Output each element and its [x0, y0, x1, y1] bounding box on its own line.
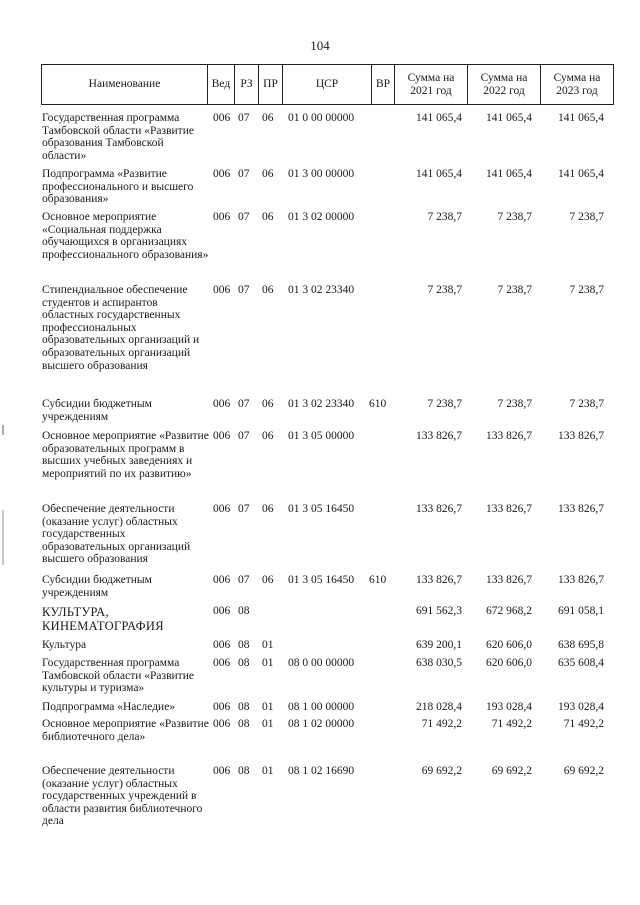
- row-sum-2023: 69 692,2: [563, 765, 604, 777]
- row-ved: 006: [213, 701, 231, 713]
- row-csr: 01 3 02 23340: [288, 284, 355, 296]
- row-name: Обеспечение деятельности (оказание услуг) областных государственных образовательных организаций высшего образования: [42, 503, 191, 566]
- row-name: Основное мероприятие «Развитие библиотечного дела»: [42, 718, 209, 743]
- row-pr: 06: [262, 398, 274, 410]
- row-pr: 06: [262, 430, 274, 442]
- row-vr: 610: [369, 574, 387, 586]
- row-ved: 006: [213, 430, 231, 442]
- row-rz: 07: [238, 398, 250, 410]
- row-sum-2022: 672 968,2: [486, 605, 532, 617]
- row-rz: 07: [238, 211, 250, 223]
- row-sum-2021: 7 238,7: [427, 398, 462, 410]
- page-number: 104: [310, 38, 330, 53]
- row-sum-2023: 7 238,7: [569, 211, 604, 223]
- row-sum-2021: 133 826,7: [416, 430, 462, 442]
- row-sum-2023: 193 028,4: [558, 701, 604, 713]
- row-pr: 06: [262, 168, 274, 180]
- row-sum-2021: 218 028,4: [416, 701, 462, 713]
- row-ved: 006: [213, 503, 231, 515]
- row-sum-2022: 133 826,7: [486, 574, 532, 586]
- row-csr: 01 3 05 16450: [288, 574, 355, 586]
- row-sum-2023: 71 492,2: [563, 718, 604, 730]
- row-pr: 01: [262, 718, 274, 730]
- row-sum-2023: 7 238,7: [569, 284, 604, 296]
- row-sum-2022: 193 028,4: [486, 701, 532, 713]
- row-rz: 07: [238, 168, 250, 180]
- row-name: Стипендиальное обеспечение студентов и аспирантов областных государственных профессиональных образовательных организаций и образовательных организаций высшего образования: [42, 284, 200, 372]
- row-csr: 01 3 02 00000: [288, 211, 355, 223]
- row-pr: 06: [262, 574, 274, 586]
- row-vr: 610: [369, 398, 387, 410]
- row-sum-2021: 71 492,2: [421, 718, 462, 730]
- header-rz: РЗ: [235, 65, 259, 105]
- row-pr: 01: [262, 765, 274, 777]
- row-rz: 07: [238, 430, 250, 442]
- row-rz: 08: [238, 639, 250, 651]
- row-ved: 006: [213, 605, 231, 617]
- row-csr: 08 1 02 00000: [288, 718, 355, 730]
- row-ved: 006: [213, 284, 231, 296]
- row-sum-2023: 691 058,1: [558, 605, 604, 617]
- header-sum-2021: Сумма на 2021 год: [395, 65, 468, 105]
- row-ved: 006: [213, 398, 231, 410]
- row-sum-2021: 639 200,1: [416, 639, 462, 651]
- row-name: Субсидии бюджетным учреждениям: [42, 398, 152, 423]
- scan-edge-mark: [2, 510, 4, 565]
- row-rz: 07: [238, 284, 250, 296]
- row-name: КУЛЬТУРА, КИНЕМАТОГРАФИЯ: [42, 605, 164, 633]
- row-csr: 01 3 00 00000: [288, 168, 355, 180]
- row-pr: 06: [262, 211, 274, 223]
- row-rz: 08: [238, 718, 250, 730]
- row-ved: 006: [213, 574, 231, 586]
- row-ved: 006: [213, 765, 231, 777]
- row-rz: 07: [238, 112, 250, 124]
- row-sum-2023: 635 608,4: [558, 657, 604, 669]
- row-sum-2023: 133 826,7: [558, 430, 604, 442]
- row-sum-2021: 69 692,2: [421, 765, 462, 777]
- row-sum-2022: 141 065,4: [486, 168, 532, 180]
- row-ved: 006: [213, 168, 231, 180]
- row-sum-2022: 7 238,7: [497, 211, 532, 223]
- row-sum-2022: 141 065,4: [486, 112, 532, 124]
- header-sum-2023: Сумма на 2023 год: [541, 65, 614, 105]
- row-sum-2022: 69 692,2: [491, 765, 532, 777]
- row-sum-2021: 141 065,4: [416, 168, 462, 180]
- row-csr: 01 0 00 00000: [288, 112, 355, 124]
- row-pr: 01: [262, 701, 274, 713]
- row-sum-2021: 638 030,5: [416, 657, 462, 669]
- row-csr: 08 0 00 00000: [288, 657, 355, 669]
- header-vr: ВР: [372, 65, 395, 105]
- row-csr: 01 3 05 16450: [288, 503, 355, 515]
- table-header: [41, 64, 614, 105]
- row-rz: 08: [238, 701, 250, 713]
- row-rz: 07: [238, 503, 250, 515]
- row-rz: 08: [238, 605, 250, 617]
- header-name: Наименование: [42, 65, 208, 105]
- row-sum-2021: 7 238,7: [427, 211, 462, 223]
- row-sum-2022: 71 492,2: [491, 718, 532, 730]
- row-sum-2021: 133 826,7: [416, 503, 462, 515]
- row-pr: 01: [262, 657, 274, 669]
- row-ved: 006: [213, 211, 231, 223]
- row-rz: 07: [238, 574, 250, 586]
- row-sum-2022: 7 238,7: [497, 284, 532, 296]
- row-name: Субсидии бюджетным учреждениям: [42, 574, 152, 599]
- row-sum-2023: 133 826,7: [558, 574, 604, 586]
- row-name: Подпрограмма «Наследие»: [42, 701, 176, 713]
- row-pr: 06: [262, 503, 274, 515]
- row-csr: 08 1 00 00000: [288, 701, 355, 713]
- row-pr: 06: [262, 112, 274, 124]
- row-ved: 006: [213, 657, 231, 669]
- row-sum-2022: 133 826,7: [486, 430, 532, 442]
- header-csr: ЦСР: [283, 65, 372, 105]
- row-ved: 006: [213, 639, 231, 651]
- row-name: Обеспечение деятельности (оказание услуг) областных государственных учреждений в области развития библиотечного дела: [42, 765, 203, 828]
- row-name: Основное мероприятие «Социальная поддержка обучающихся в организациях профессионального образования»: [42, 211, 209, 261]
- row-rz: 08: [238, 765, 250, 777]
- row-ved: 006: [213, 718, 231, 730]
- header-ved: Вед: [208, 65, 235, 105]
- row-sum-2022: 133 826,7: [486, 503, 532, 515]
- row-name: Государственная программа Тамбовской области «Развитие образования Тамбовской области»: [42, 112, 194, 162]
- row-sum-2021: 141 065,4: [416, 112, 462, 124]
- row-name: Государственная программа Тамбовской области «Развитие культуры и туризма»: [42, 657, 194, 695]
- row-csr: 01 3 02 23340: [288, 398, 355, 410]
- row-ved: 006: [213, 112, 231, 124]
- row-pr: 06: [262, 284, 274, 296]
- row-pr: 01: [262, 639, 274, 651]
- row-sum-2022: 620 606,0: [486, 657, 532, 669]
- scan-edge-mark: [2, 425, 4, 435]
- row-name: Подпрограмма «Развитие профессионального и высшего образования»: [42, 168, 194, 206]
- row-sum-2023: 141 065,4: [558, 112, 604, 124]
- row-name: Культура: [42, 639, 87, 651]
- row-sum-2021: 691 562,3: [416, 605, 462, 617]
- row-sum-2023: 7 238,7: [569, 398, 604, 410]
- header-pr: ПР: [259, 65, 283, 105]
- row-sum-2023: 133 826,7: [558, 503, 604, 515]
- row-sum-2021: 133 826,7: [416, 574, 462, 586]
- row-rz: 08: [238, 657, 250, 669]
- row-sum-2021: 7 238,7: [427, 284, 462, 296]
- row-sum-2023: 638 695,8: [558, 639, 604, 651]
- row-sum-2023: 141 065,4: [558, 168, 604, 180]
- row-csr: 08 1 02 16690: [288, 765, 355, 777]
- row-sum-2022: 7 238,7: [497, 398, 532, 410]
- row-csr: 01 3 05 00000: [288, 430, 355, 442]
- row-sum-2022: 620 606,0: [486, 639, 532, 651]
- header-sum-2022: Сумма на 2022 год: [468, 65, 541, 105]
- row-name: Основное мероприятие «Развитие образовательных программ в высших учебных заведениях и мероприятий по их развитию»: [42, 430, 209, 480]
